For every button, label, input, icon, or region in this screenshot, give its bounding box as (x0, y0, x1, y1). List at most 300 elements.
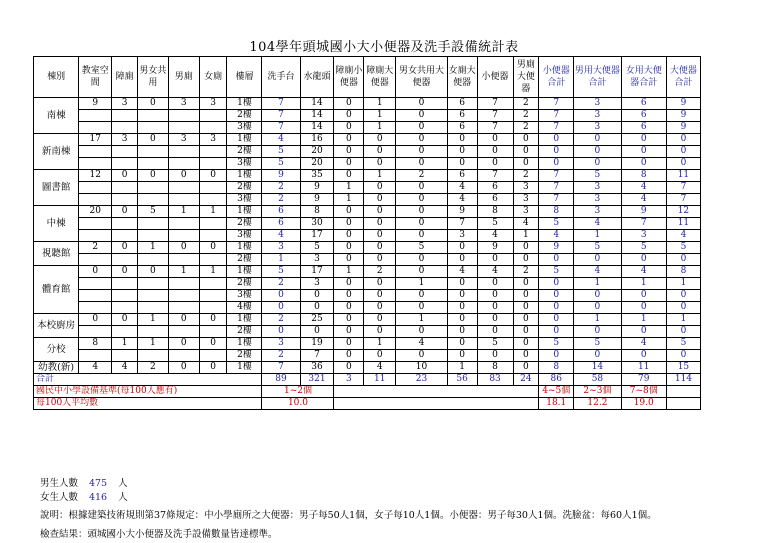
table-cell: 4 (621, 338, 666, 350)
table-cell: 7 (539, 98, 574, 110)
table-cell (137, 182, 168, 194)
empty-cell (666, 386, 700, 398)
table-cell: 5 (574, 170, 621, 182)
table-cell: 0 (334, 302, 364, 314)
table-cell: 0 (539, 254, 574, 266)
total-value: 3 (334, 374, 364, 386)
table-cell: 0 (574, 158, 621, 170)
table-cell: 2 (513, 266, 539, 278)
table-cell: 0 (168, 362, 199, 374)
column-header: 小便器 (477, 57, 513, 98)
table-cell (199, 182, 227, 194)
table-cell: 0 (364, 134, 396, 146)
table-cell (79, 182, 112, 194)
empty-cell (334, 398, 539, 410)
table-cell (168, 158, 199, 170)
table-cell: 0 (539, 326, 574, 338)
table-cell: 0 (539, 302, 574, 314)
female-count-label: 女生人數 (40, 492, 79, 503)
table-cell: 0 (513, 314, 539, 326)
table-cell: 0 (364, 350, 396, 362)
table-cell (137, 230, 168, 242)
table-cell: 3 (513, 194, 539, 206)
table-cell: 2樓 (227, 110, 262, 122)
table-cell: 4 (262, 230, 300, 242)
table-cell (137, 302, 168, 314)
table-cell: 1 (574, 278, 621, 290)
table-cell (79, 326, 112, 338)
table-cell: 2 (364, 266, 396, 278)
table-cell: 0 (112, 266, 138, 278)
table-cell: 0 (539, 314, 574, 326)
table-cell: 0 (137, 170, 168, 182)
female-count-unit: 人 (118, 492, 128, 503)
table-cell (112, 218, 138, 230)
table-cell (168, 254, 199, 266)
table-cell: 1樓 (227, 242, 262, 254)
table-cell: 4 (477, 230, 513, 242)
table-cell: 0 (262, 290, 300, 302)
table-cell: 0 (334, 314, 364, 326)
table-cell: 0 (334, 110, 364, 122)
table-cell: 9 (79, 98, 112, 110)
table-cell: 3樓 (227, 290, 262, 302)
table-cell: 2樓 (227, 278, 262, 290)
table-cell: 0 (513, 338, 539, 350)
table-row (34, 230, 701, 242)
table-cell: 0 (666, 254, 700, 266)
table-cell: 14 (300, 110, 334, 122)
table-cell: 1 (199, 206, 227, 218)
table-cell: 0 (79, 266, 112, 278)
table-cell (112, 146, 138, 158)
table-cell: 2 (262, 194, 300, 206)
column-header: 樓層 (227, 57, 262, 98)
table-cell: 0 (666, 146, 700, 158)
table-cell (112, 158, 138, 170)
table-cell: 0 (574, 134, 621, 146)
table-cell: 0 (334, 218, 364, 230)
table-cell: 4 (539, 230, 574, 242)
building-name: 幼教(新) (34, 362, 79, 374)
table-cell (79, 158, 112, 170)
table-cell: 17 (79, 134, 112, 146)
table-cell (168, 278, 199, 290)
table-cell: 7 (539, 182, 574, 194)
table-cell: 6 (621, 110, 666, 122)
table-cell (199, 254, 227, 266)
table-row (34, 206, 701, 218)
table-cell: 0 (334, 134, 364, 146)
building-name: 體育館 (34, 266, 79, 314)
table-cell (199, 302, 227, 314)
table-cell: 3 (621, 230, 666, 242)
table-row (34, 98, 701, 110)
table-cell (199, 230, 227, 242)
table-cell (112, 290, 138, 302)
table-cell: 5 (539, 266, 574, 278)
table-cell: 0 (574, 146, 621, 158)
table-cell: 0 (447, 302, 477, 314)
table-cell: 0 (364, 254, 396, 266)
table-cell: 4 (447, 182, 477, 194)
table-cell (112, 122, 138, 134)
table-cell: 0 (666, 326, 700, 338)
column-header: 障廁小便器 (334, 57, 364, 98)
table-row (34, 290, 701, 302)
table-cell (137, 110, 168, 122)
table-cell: 6 (262, 206, 300, 218)
table-row (34, 218, 701, 230)
explanation-note: 說明：根據建築技術規則第37條規定：中小學廁所之大便器：男子每50人1個，女子每10人1個。小便器：男子每30人1個。洗臉盆：每60人1個。 (40, 510, 657, 521)
building-name: 新南棟 (34, 134, 79, 170)
table-cell: 1樓 (227, 362, 262, 374)
table-cell: 5 (396, 242, 447, 254)
table-cell: 2 (262, 350, 300, 362)
table-cell: 7 (666, 194, 700, 206)
table-cell: 0 (396, 326, 447, 338)
table-cell: 5 (137, 206, 168, 218)
table-cell: 0 (513, 302, 539, 314)
table-cell (199, 218, 227, 230)
table-cell: 0 (621, 134, 666, 146)
table-row (34, 110, 701, 122)
average-female: 19.0 (621, 398, 666, 410)
table-cell: 0 (334, 206, 364, 218)
table-row (34, 194, 701, 206)
table-cell: 9 (539, 242, 574, 254)
table-cell: 0 (513, 134, 539, 146)
table-cell: 9 (666, 110, 700, 122)
table-cell: 4 (112, 362, 138, 374)
table-cell: 0 (334, 158, 364, 170)
table-row (34, 362, 701, 374)
table-cell: 4 (447, 266, 477, 278)
table-cell: 7 (477, 110, 513, 122)
table-cell: 7 (447, 218, 477, 230)
table-cell: 5 (539, 218, 574, 230)
table-cell: 0 (477, 314, 513, 326)
table-cell: 0 (364, 242, 396, 254)
table-cell: 5 (621, 242, 666, 254)
table-cell: 0 (364, 194, 396, 206)
table-cell: 8 (477, 206, 513, 218)
table-cell: 0 (477, 302, 513, 314)
table-cell: 5 (574, 242, 621, 254)
table-cell: 4 (262, 134, 300, 146)
table-cell (168, 230, 199, 242)
table-cell: 1 (199, 266, 227, 278)
female-count (40, 489, 128, 503)
table-cell: 0 (539, 278, 574, 290)
table-row (34, 254, 701, 266)
table-cell: 6 (262, 218, 300, 230)
check-result: 檢查結果：頭城國小大小便器及洗手設備數量皆達標準。 (40, 529, 278, 540)
table-cell: 0 (199, 242, 227, 254)
table-body (34, 57, 701, 410)
table-cell: 7 (539, 170, 574, 182)
table-cell: 1 (364, 122, 396, 134)
table-cell: 8 (621, 170, 666, 182)
table-cell: 1 (137, 242, 168, 254)
table-cell: 3樓 (227, 158, 262, 170)
table-cell (168, 146, 199, 158)
table-cell: 3樓 (227, 194, 262, 206)
total-value: 23 (396, 374, 447, 386)
table-cell: 3 (199, 98, 227, 110)
female-count-value: 416 (88, 492, 108, 503)
table-cell: 0 (364, 278, 396, 290)
average-wash: 10.0 (262, 398, 334, 410)
table-cell (199, 290, 227, 302)
table-cell: 14 (300, 98, 334, 110)
table-cell: 0 (574, 350, 621, 362)
column-header: 女廁 (199, 57, 227, 98)
table-cell (199, 278, 227, 290)
table-cell: 1 (168, 266, 199, 278)
table-cell: 3 (574, 194, 621, 206)
table-cell (79, 146, 112, 158)
table-cell: 4 (364, 362, 396, 374)
table-cell: 3 (199, 134, 227, 146)
table-cell (168, 302, 199, 314)
male-count (40, 475, 128, 489)
table-cell: 1 (334, 194, 364, 206)
male-count-unit: 人 (118, 478, 128, 489)
table-cell: 0 (477, 146, 513, 158)
table-cell: 0 (137, 266, 168, 278)
building-name: 圖書館 (34, 170, 79, 206)
table-cell (137, 218, 168, 230)
table-cell: 12 (79, 170, 112, 182)
table-cell: 3 (300, 278, 334, 290)
table-cell: 0 (334, 278, 364, 290)
column-header: 女廁大便器 (447, 57, 477, 98)
table-cell: 5 (539, 338, 574, 350)
table-cell: 1 (364, 110, 396, 122)
male-count-value: 475 (88, 478, 108, 489)
table-cell: 1 (112, 338, 138, 350)
table-cell: 8 (79, 338, 112, 350)
table-cell (199, 194, 227, 206)
total-value: 24 (513, 374, 539, 386)
table-cell: 0 (666, 350, 700, 362)
standard-row (34, 386, 701, 398)
table-cell: 0 (396, 218, 447, 230)
table-cell: 1樓 (227, 98, 262, 110)
table-cell (168, 194, 199, 206)
table-cell (199, 146, 227, 158)
table-cell: 19 (300, 338, 334, 350)
column-header: 大便器合計 (666, 57, 700, 98)
table-cell: 0 (300, 326, 334, 338)
table-cell: 2 (79, 242, 112, 254)
table-cell: 0 (396, 254, 447, 266)
table-cell: 0 (447, 338, 477, 350)
table-cell: 3 (168, 98, 199, 110)
table-cell: 0 (112, 314, 138, 326)
table-cell: 0 (477, 326, 513, 338)
table-cell: 2 (513, 98, 539, 110)
table-cell: 0 (477, 134, 513, 146)
table-cell: 1 (666, 314, 700, 326)
total-value: 89 (262, 374, 300, 386)
table-cell: 0 (262, 302, 300, 314)
table-cell: 0 (334, 170, 364, 182)
table-cell: 7 (621, 218, 666, 230)
table-cell: 35 (300, 170, 334, 182)
table-cell: 0 (168, 338, 199, 350)
average-urinal: 18.1 (539, 398, 574, 410)
table-cell: 0 (364, 302, 396, 314)
table-cell: 0 (79, 314, 112, 326)
table-cell: 15 (666, 362, 700, 374)
table-cell: 5 (574, 338, 621, 350)
table-cell (199, 326, 227, 338)
table-cell: 17 (300, 266, 334, 278)
column-header: 水龍頭 (300, 57, 334, 98)
table-cell: 7 (477, 98, 513, 110)
building-name: 視聽館 (34, 242, 79, 266)
table-cell (199, 110, 227, 122)
table-cell (168, 182, 199, 194)
table-cell: 1 (137, 338, 168, 350)
table-cell: 11 (666, 170, 700, 182)
table-cell: 5 (300, 242, 334, 254)
table-cell: 0 (447, 290, 477, 302)
table-cell: 0 (447, 146, 477, 158)
table-cell: 2 (396, 170, 447, 182)
table-cell: 2樓 (227, 326, 262, 338)
empty-cell (666, 398, 700, 410)
table-cell (112, 302, 138, 314)
table-cell: 3樓 (227, 230, 262, 242)
table-cell (112, 230, 138, 242)
table-cell: 1樓 (227, 206, 262, 218)
table-cell: 6 (621, 98, 666, 110)
table-cell: 0 (396, 206, 447, 218)
table-cell: 1 (364, 170, 396, 182)
table-cell: 7 (477, 122, 513, 134)
table-cell: 11 (666, 218, 700, 230)
male-count-label: 男生人數 (40, 478, 79, 489)
standard-label: 國民中小學設備基準(每100人應有) (34, 386, 262, 398)
header-row (34, 57, 701, 98)
table-cell: 5 (477, 338, 513, 350)
table-cell: 2 (513, 170, 539, 182)
table-row (34, 122, 701, 134)
table-cell: 0 (621, 146, 666, 158)
table-cell (199, 122, 227, 134)
table-cell: 2 (137, 362, 168, 374)
average-male: 12.2 (574, 398, 621, 410)
column-header: 洗手台 (262, 57, 300, 98)
table-cell: 3 (513, 182, 539, 194)
table-cell: 1 (396, 278, 447, 290)
table-cell: 0 (334, 242, 364, 254)
table-cell: 1 (137, 314, 168, 326)
table-cell: 6 (447, 98, 477, 110)
table-cell: 8 (666, 266, 700, 278)
building-name: 南棟 (34, 98, 79, 134)
table-cell: 5 (666, 242, 700, 254)
table-cell (168, 110, 199, 122)
table-cell: 1樓 (227, 314, 262, 326)
table-cell: 6 (621, 122, 666, 134)
table-cell: 3 (112, 98, 138, 110)
table-cell: 7 (477, 170, 513, 182)
column-header: 小便器合計 (539, 57, 574, 98)
table-cell: 3 (513, 206, 539, 218)
standard-wash: 1~2個 (262, 386, 334, 398)
statistics-table (33, 56, 701, 410)
table-cell: 0 (666, 290, 700, 302)
table-cell: 17 (300, 230, 334, 242)
column-header: 男用大便器合計 (574, 57, 621, 98)
table-cell: 2 (262, 314, 300, 326)
table-cell: 1 (262, 254, 300, 266)
table-cell: 0 (364, 290, 396, 302)
table-cell: 0 (334, 230, 364, 242)
table-cell: 2 (262, 182, 300, 194)
table-cell: 0 (447, 278, 477, 290)
table-cell: 0 (574, 326, 621, 338)
table-cell (137, 146, 168, 158)
table-cell: 8 (300, 206, 334, 218)
table-cell (79, 122, 112, 134)
table-cell: 0 (539, 134, 574, 146)
table-cell (137, 122, 168, 134)
table-cell: 0 (396, 182, 447, 194)
total-value: 79 (621, 374, 666, 386)
table-cell: 1樓 (227, 266, 262, 278)
table-cell: 11 (621, 362, 666, 374)
table-cell: 3 (447, 230, 477, 242)
table-cell (79, 254, 112, 266)
table-cell: 20 (300, 158, 334, 170)
total-value: 321 (300, 374, 334, 386)
table-cell (168, 218, 199, 230)
total-value: 114 (666, 374, 700, 386)
table-cell: 14 (574, 362, 621, 374)
table-cell: 0 (300, 302, 334, 314)
table-cell (79, 302, 112, 314)
table-cell (79, 290, 112, 302)
table-cell: 1樓 (227, 338, 262, 350)
table-row (34, 326, 701, 338)
table-cell: 0 (396, 146, 447, 158)
table-cell (79, 278, 112, 290)
table-cell: 4 (666, 230, 700, 242)
column-header: 障廁大便器 (364, 57, 396, 98)
building-name: 分校 (34, 338, 79, 362)
table-cell (79, 194, 112, 206)
table-cell: 1樓 (227, 134, 262, 146)
table-cell (199, 350, 227, 362)
table-cell: 3 (574, 98, 621, 110)
table-cell: 4 (447, 194, 477, 206)
table-cell: 0 (364, 230, 396, 242)
table-cell: 1 (513, 230, 539, 242)
table-cell: 0 (199, 314, 227, 326)
table-cell (137, 290, 168, 302)
table-cell: 9 (666, 122, 700, 134)
table-cell: 6 (477, 194, 513, 206)
table-cell: 0 (396, 230, 447, 242)
table-cell: 0 (334, 290, 364, 302)
table-cell: 1 (168, 206, 199, 218)
table-cell (79, 230, 112, 242)
